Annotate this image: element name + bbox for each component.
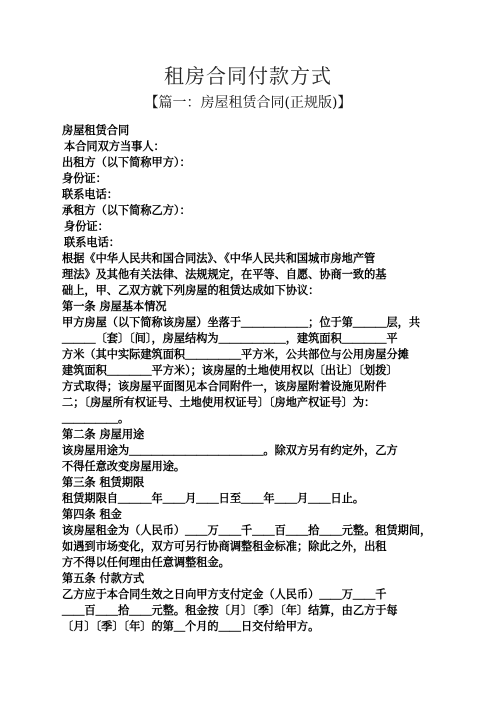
lessor-phone-label: 联系电话： [62, 187, 118, 201]
article-5-line: 乙方应于本合同生效之日向甲方支付定金（人民币）＿＿万＿＿千 [62, 587, 387, 601]
article-4-heading: 第四条 租金 [62, 507, 122, 521]
article-3-line: 租赁期限自＿＿＿年＿＿月＿＿日至＿＿年＿＿月＿＿日止。 [62, 491, 365, 505]
lessor-label: 出租方（以下简称甲方）： [62, 155, 191, 169]
article-5-heading: 第五条 付款方式 [62, 571, 145, 585]
parties-intro: 本合同双方当事人： [64, 139, 165, 153]
article-4-line: 如遇到市场变化，双方可另行协商调整租金标准；除此之外，出租 [62, 539, 387, 553]
article-1-heading: 第一条 房屋基本情况 [62, 299, 167, 313]
article-4-line: 方不得以任何理由任意调整租金。 [62, 555, 230, 569]
article-3-heading: 第三条 租赁期限 [62, 475, 145, 489]
article-1-line: ＿＿＿〔套〕〔间〕，房屋结构为＿＿＿＿＿＿，建筑面积＿＿＿＿平 [62, 331, 398, 345]
preamble-line: 根据《中华人民共和国合同法》、《中华人民共和国城市房地产管 [62, 251, 376, 265]
contract-heading: 房屋租赁合同 [62, 123, 130, 137]
contract-body [62, 122, 442, 634]
article-1-line: 建筑面积＿＿＿＿平方米）；该房屋的土地使用权以〔出让〕〔划拨〕 [62, 363, 398, 377]
article-1-line: ＿＿＿＿＿。 [62, 411, 130, 425]
article-2-line: 该房屋用途为＿＿＿＿＿＿＿＿＿＿＿＿。除双方另有约定外，乙方 [62, 443, 398, 457]
article-5-line: 〔月〕〔季〕〔年〕的第＿个月的＿＿日交付给甲方。 [62, 619, 320, 633]
lessee-id-label: 身份证： [64, 219, 109, 233]
article-2-heading: 第二条 房屋用途 [62, 427, 145, 441]
page-title: 租房合同付款方式 [164, 64, 332, 88]
article-1-line: 方式取得；该房屋平面图见本合同附件一，该房屋附着设施见附件 [62, 379, 387, 393]
article-2-line: 不得任意改变房屋用途。 [62, 459, 186, 473]
lessor-id-label: 身份证： [62, 171, 107, 185]
preamble-line: 理法》及其他有关法律、法规规定，在平等、自愿、协商一致的基 [62, 267, 387, 281]
article-4-line: 该房屋租金为（人民币）＿＿万＿＿千＿＿百＿＿拾＿＿元整。租赁期间， [62, 523, 432, 537]
article-1-line: 甲方房屋（以下简称该房屋）坐落于＿＿＿＿＿＿；位于第＿＿＿层，共 [62, 315, 421, 329]
article-5-line: ＿＿百＿＿拾＿＿元整。租金按〔月〕〔季〕〔年〕结算，由乙方于每 [62, 603, 398, 617]
page-subtitle: 【篇一：房屋租赁合同(正规版)】 [144, 95, 352, 111]
lessee-label: 承租方（以下简称乙方）： [62, 203, 191, 217]
lessee-phone-label: 联系电话： [64, 235, 120, 249]
preamble-line: 础上，甲、乙双方就下列房屋的租赁达成如下协议： [62, 283, 320, 297]
article-1-line: 方米（其中实际建筑面积＿＿＿＿＿平方米，公共部位与公用房屋分摊 [62, 347, 409, 361]
article-1-line: 二；〔房屋所有权证号、土地使用权证号〕〔房地产权证号〕为： [62, 395, 376, 409]
